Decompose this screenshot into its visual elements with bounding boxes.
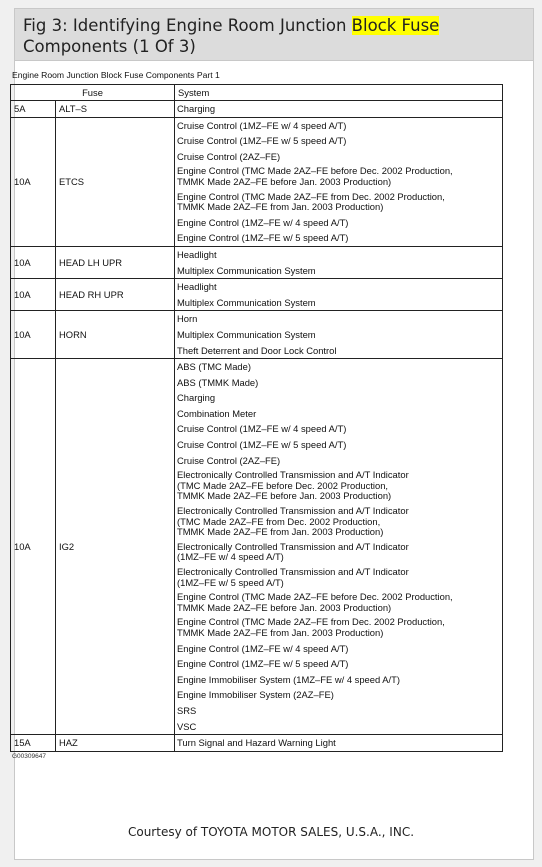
system-entry: Cruise Control (1MZ–FE w/ 4 speed A/T) — [177, 423, 347, 435]
fuse-amperage: 10A — [11, 359, 56, 735]
system-entry: Cruise Control (2AZ–FE) — [177, 454, 281, 466]
fuse-name: HEAD LH UPR — [56, 246, 175, 278]
figure-id: G00309647 — [12, 752, 46, 760]
title-text-continued: Components (1 Of 3) — [23, 37, 196, 56]
system-entry: Multiplex Communication System — [177, 264, 316, 276]
system-entry: Multiplex Communication System — [177, 328, 316, 340]
system-entry: Engine Immobiliser System (2AZ–FE) — [177, 689, 334, 701]
column-header-system: System — [175, 85, 503, 101]
system-entry: Horn — [177, 313, 198, 325]
system-entry: Theft Deterrent and Door Lock Control — [177, 344, 337, 356]
table-row — [11, 117, 503, 246]
system-entry: Charging — [177, 392, 216, 404]
fuse-name: HORN — [56, 311, 175, 359]
figure-title — [23, 15, 525, 57]
system-entry: Engine Control (TMC Made 2AZ–FE before Dec. 2002 Production, TMMK Made 2AZ–FE before Jan. 2003 Production) — [177, 165, 453, 187]
system-entry: Headlight — [177, 248, 217, 260]
fuse-name: ALT–S — [56, 101, 175, 118]
fuse-systems — [175, 279, 503, 311]
system-entry: Engine Control (1MZ–FE w/ 5 speed A/T) — [177, 232, 349, 244]
system-entry: ABS (TMMK Made) — [177, 376, 259, 388]
fuse-amperage: 10A — [11, 279, 56, 311]
search-highlight: Block Fuse — [351, 16, 440, 35]
fuse-amperage: 10A — [11, 311, 56, 359]
system-entry: Cruise Control (1MZ–FE w/ 5 speed A/T) — [177, 439, 347, 451]
courtesy-credit: Courtesy of TOYOTA MOTOR SALES, U.S.A., INC. — [127, 825, 415, 839]
fuse-systems — [175, 311, 503, 359]
table-header-row — [11, 85, 503, 101]
system-entry: Electronically Controlled Transmission and A/T Indicator (TMC Made 2AZ–FE before Dec. 2002 Production, TMMK Made 2AZ–FE before Jan. 2003 Production) — [177, 469, 409, 502]
system-entry: Engine Control (1MZ–FE w/ 4 speed A/T) — [177, 642, 349, 654]
system-entry: Headlight — [177, 281, 217, 293]
fuse-systems — [175, 735, 503, 752]
system-entry: Multiplex Communication System — [177, 296, 316, 308]
system-entry: Engine Control (1MZ–FE w/ 4 speed A/T) — [177, 216, 349, 228]
system-entry: Cruise Control (1MZ–FE w/ 4 speed A/T) — [177, 119, 347, 131]
table-caption: Engine Room Junction Block Fuse Components Part 1 — [12, 70, 220, 80]
system-entry: Electronically Controlled Transmission and A/T Indicator (1MZ–FE w/ 4 speed A/T) — [177, 540, 409, 563]
system-entry: Electronically Controlled Transmission and A/T Indicator (TMC Made 2AZ–FE from Dec. 2002 Production, TMMK Made 2AZ–FE from Jan. 2003 Production) — [177, 505, 409, 538]
table-row — [11, 359, 503, 735]
table-row — [11, 246, 503, 278]
table-row — [11, 311, 503, 359]
system-entry: SRS — [177, 704, 197, 716]
table-row — [11, 101, 503, 118]
system-entry: Charging — [177, 103, 216, 114]
system-entry: Engine Control (1MZ–FE w/ 5 speed A/T) — [177, 658, 349, 670]
column-header-fuse: Fuse — [11, 85, 175, 101]
system-entry: ABS (TMC Made) — [177, 361, 251, 373]
system-entry: VSC — [177, 720, 197, 732]
system-entry: Cruise Control (2AZ–FE) — [177, 150, 281, 162]
system-entry: Engine Control (TMC Made 2AZ–FE before Dec. 2002 Production, TMMK Made 2AZ–FE before Jan. 2003 Production) — [177, 591, 453, 613]
fuse-name: IG2 — [56, 359, 175, 735]
fuse-amperage: 5A — [11, 101, 56, 118]
system-entry: Cruise Control (1MZ–FE w/ 5 speed A/T) — [177, 135, 347, 147]
fuse-amperage: 10A — [11, 246, 56, 278]
fuse-name: HAZ — [56, 735, 175, 752]
title-text: Fig 3: Identifying Engine Room Junction — [23, 16, 352, 35]
table-row — [11, 279, 503, 311]
fuse-figure — [10, 70, 510, 760]
system-entry: Turn Signal and Hazard Warning Light — [177, 737, 336, 749]
fuse-name: ETCS — [56, 117, 175, 246]
fuse-name: HEAD RH UPR — [56, 279, 175, 311]
fuse-amperage: 10A — [11, 117, 56, 246]
system-entry: Electronically Controlled Transmission and A/T Indicator (1MZ–FE w/ 5 speed A/T) — [177, 566, 409, 588]
system-entry: Combination Meter — [177, 407, 257, 419]
system-entry: Engine Immobiliser System (1MZ–FE w/ 4 speed A/T) — [177, 673, 400, 685]
fuse-systems — [175, 359, 503, 735]
fuse-table-body — [11, 101, 503, 752]
fuse-systems — [175, 101, 503, 118]
system-entry: Engine Control (TMC Made 2AZ–FE from Dec. 2002 Production, TMMK Made 2AZ–FE from Jan. 2003 Production) — [177, 190, 445, 213]
fuse-systems — [175, 246, 503, 278]
fuse-amperage: 15A — [11, 735, 56, 752]
fuse-table — [10, 84, 503, 752]
fuse-systems — [175, 117, 503, 246]
table-row — [11, 735, 503, 752]
figure-header — [15, 9, 533, 61]
system-entry: Engine Control (TMC Made 2AZ–FE from Dec. 2002 Production, TMMK Made 2AZ–FE from Jan. 2003 Production) — [177, 616, 445, 638]
